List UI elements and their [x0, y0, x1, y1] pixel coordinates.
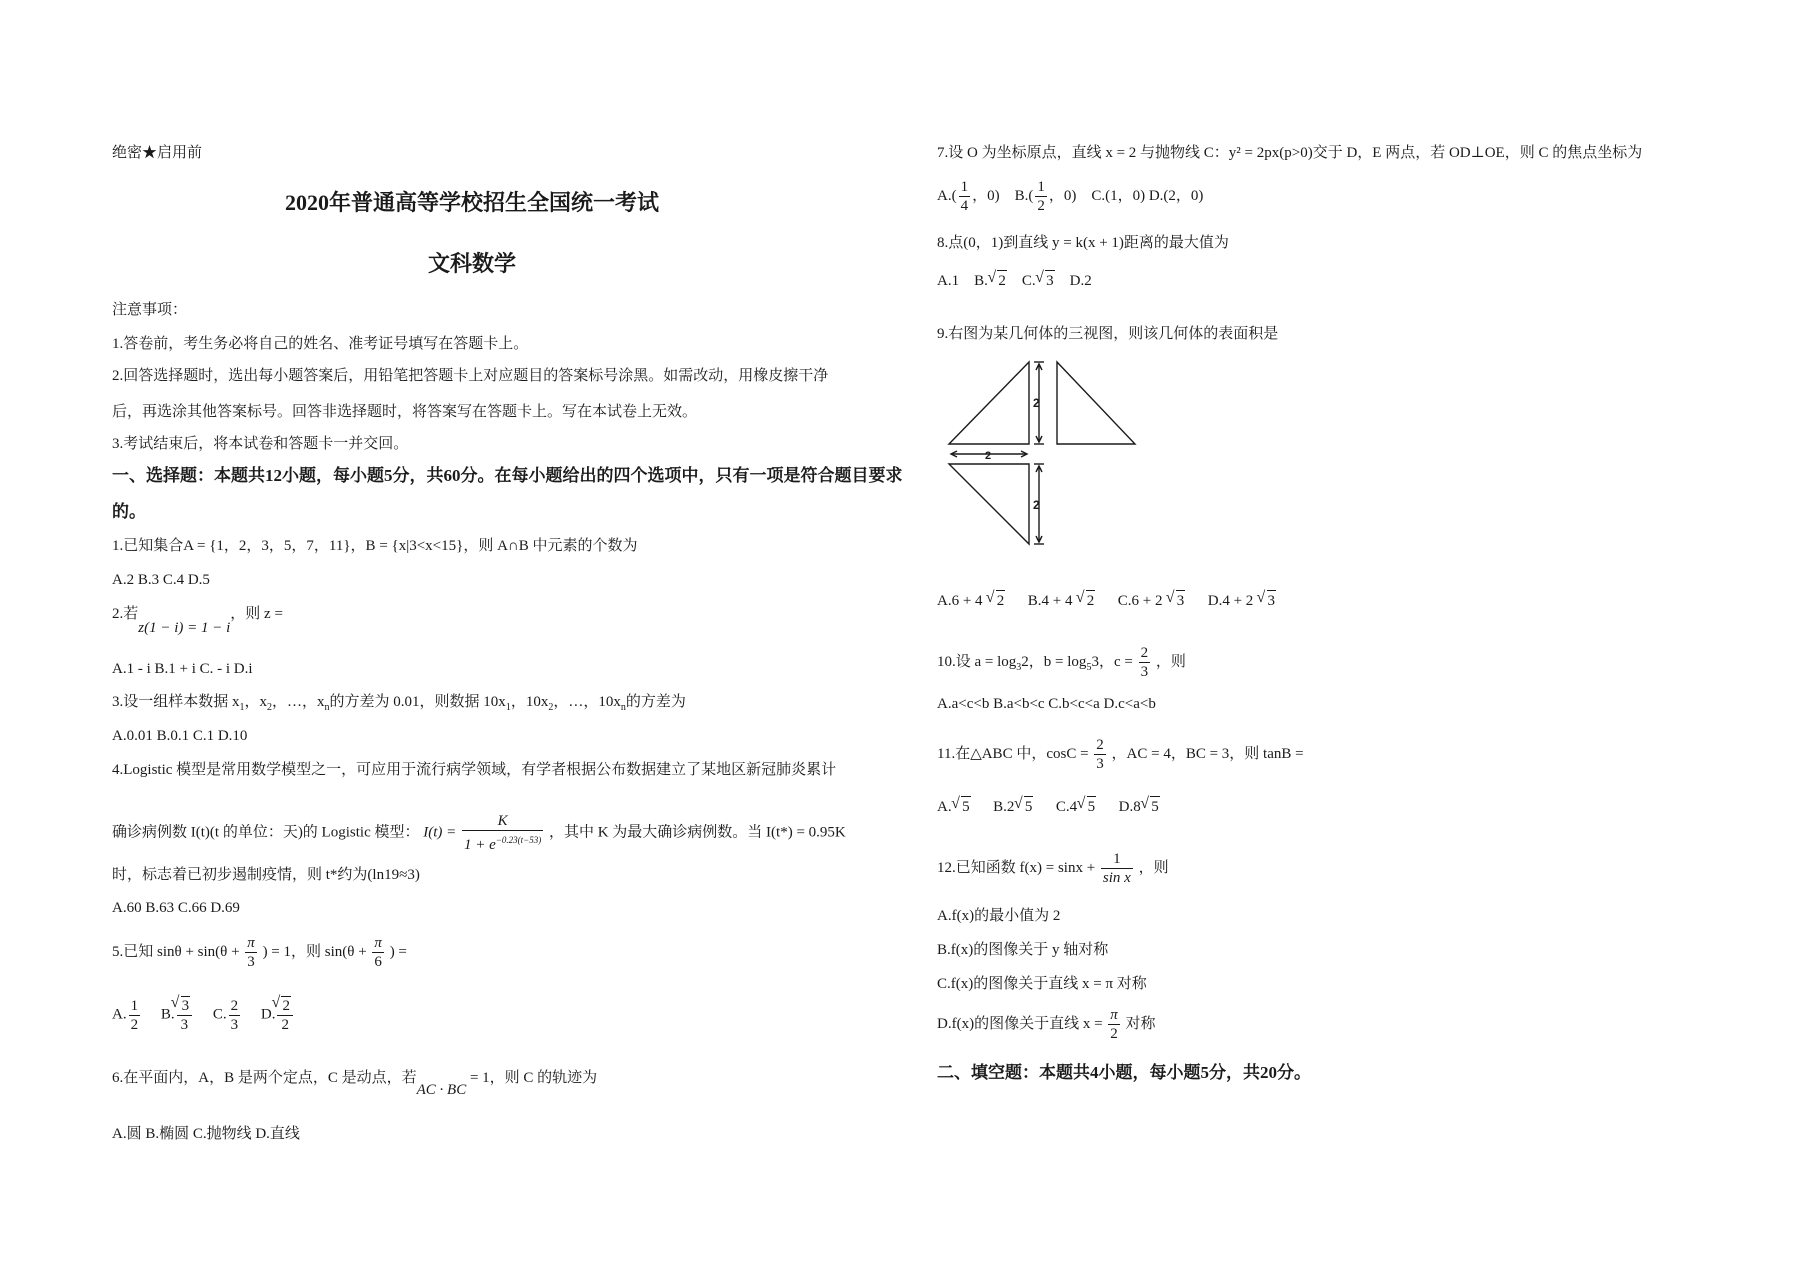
q12-frac-den: sin x — [1102, 870, 1131, 886]
q12-opt-a: A.f(x)的最小值为 2 — [937, 908, 1061, 924]
q12-opt-d — [937, 1006, 1156, 1043]
q4-formula-exp: −0.23(t−53) — [495, 835, 542, 845]
q5-opt-b — [177, 996, 193, 1034]
q10-frac — [1139, 644, 1151, 681]
q7-opt-b-den: 2 — [1037, 198, 1045, 214]
q11-opt-d-rad: √ 5 — [1150, 796, 1160, 817]
q5-mid: ) = 1，则 sin(θ + — [262, 943, 367, 960]
q4-text-a: 确诊病例数 I(t)(t 的单位：天)的 Logistic 模型： — [112, 824, 420, 841]
q6-vector-expr: AC · BC — [416, 1082, 467, 1098]
note-3: 3.考试结束后，将本试卷和答题卡一并交回。 — [112, 436, 409, 452]
q8-stem: 8.点(0，1)到直线 y = k(x + 1)距离的最大值为 — [937, 235, 1229, 251]
confidential-label: 绝密★启用前 — [112, 145, 203, 161]
q5-frac-2-den: 6 — [374, 954, 382, 970]
q5-opt-c-den: 3 — [230, 1016, 239, 1033]
q5-opt-c — [229, 997, 241, 1034]
q3-sub-1: 1 — [239, 702, 245, 713]
q4-line-3: 时，标志着已初步遏制疫情，则 t*约为(ln19≈3) — [112, 867, 420, 883]
section1-heading-1: 一、选择题：本题共12小题，每小题5分，共60分。在每小题给出的四个选项中，只有一项是符合题目要求 — [112, 466, 903, 485]
q9-opt-b-rad: √ 2 — [1086, 590, 1096, 611]
q7-opt-b-frac — [1035, 178, 1047, 215]
q9-opt-c: C.6 + 2 — [1117, 593, 1163, 609]
q12-opt-d-num: π — [1110, 1007, 1118, 1023]
q12-opt-d-post: 对称 — [1125, 1015, 1156, 1032]
q5-opt-d-den: 2 — [281, 1017, 289, 1033]
q11-frac — [1094, 736, 1106, 773]
q3-stem — [112, 692, 686, 718]
q5-opt-b-num: √ 3 — [181, 996, 191, 1015]
q10-frac-num: 2 — [1140, 645, 1149, 661]
q5-frac-1-num: π — [247, 935, 255, 951]
q12-opt-d-pre: D.f(x)的图像关于直线 x = — [937, 1015, 1103, 1032]
q12-post: ，则 — [1138, 859, 1169, 876]
q7-opt-b-pre: B.( — [1014, 187, 1034, 204]
q10-stem — [937, 644, 1186, 681]
q9-three-view-figure — [937, 352, 1177, 572]
q12-stem — [937, 850, 1169, 887]
q4-formula-lhs: I(t) = — [423, 824, 457, 841]
q5-opt-d-label: D. — [260, 1006, 276, 1023]
q3-text-1: 3.设一组样本数据 x — [112, 694, 240, 710]
q7-opt-a-num: 1 — [960, 179, 969, 195]
q10-sub-1: 3 — [1016, 661, 1022, 673]
q4-formula-fraction — [462, 812, 543, 854]
q9-opt-d-rad: √ 3 — [1267, 590, 1277, 611]
q4-formula-num: K — [462, 812, 543, 831]
q8-options — [937, 270, 1092, 291]
q3-sub-n: n — [324, 702, 330, 713]
q2-post: ，则 z = — [230, 606, 283, 622]
q8-opt-b-label: B. — [974, 273, 988, 289]
q7-options — [937, 178, 1203, 215]
q11-opt-d: D.8 — [1118, 799, 1141, 815]
q10-post: ，则 — [1155, 653, 1186, 670]
q11-opt-b-rad: √ 5 — [1024, 796, 1034, 817]
q9-opt-d: D.4 + 2 — [1207, 593, 1254, 609]
q5-opt-b-label: B. — [160, 1006, 175, 1023]
q11-pre: 11.在△ABC 中，cosC = — [937, 745, 1089, 762]
q4-options: A.60 B.63 C.66 D.69 — [112, 900, 240, 916]
q9-options — [937, 590, 1276, 611]
q7-opt-b-post: ，0) — [1048, 187, 1077, 204]
q8-opt-b-rad: √ 2 — [997, 270, 1007, 291]
q10-frac-den: 3 — [1140, 664, 1149, 680]
exam-title: 2020年普通高等学校招生全国统一考试 — [284, 190, 659, 215]
q12-opt-b: B.f(x)的图像关于 y 轴对称 — [937, 942, 1109, 958]
q7-opt-a-pre: A.( — [937, 187, 957, 204]
q9-dim-1: 2 — [1033, 396, 1040, 410]
q5-opt-b-den: 3 — [180, 1017, 189, 1033]
q6-post: = 1，则 C 的轨迹为 — [469, 1070, 598, 1086]
top-view-triangle — [949, 464, 1029, 544]
section2-heading: 二、填空题：本题共4小题，每小题5分，共20分。 — [937, 1063, 1311, 1082]
q7-opt-b-num: 1 — [1037, 179, 1045, 195]
q5-opt-d — [277, 996, 293, 1034]
q9-stem: 9.右图为某几何体的三视图，则该几何体的表面积是 — [937, 326, 1279, 342]
q5-pre: 5.已知 sinθ + sin(θ + — [112, 943, 240, 960]
q3-sub-1b: 1 — [505, 702, 511, 713]
q5-frac-1 — [245, 934, 257, 971]
side-view-triangle — [1057, 362, 1135, 444]
q5-opt-a-num: 1 — [130, 997, 139, 1014]
q3-text-7: 的方差为 — [625, 694, 686, 710]
q5-opt-d-num: √ 2 — [281, 996, 291, 1015]
q6-options: A.圆 B.椭圆 C.抛物线 D.直线 — [112, 1126, 300, 1142]
q9-opt-a-rad: √ 2 — [996, 590, 1006, 611]
q3-text-6: ，…，10x — [553, 694, 621, 710]
q9-opt-b: B.4 + 4 — [1027, 593, 1073, 609]
q8-opt-a: A.1 — [937, 273, 960, 289]
q3-text-5: ，10x — [510, 694, 549, 710]
q5-frac-2-num: π — [374, 935, 382, 951]
q5-post: ) = — [389, 943, 407, 960]
q10-pre: 10.设 a = log — [937, 653, 1017, 670]
note-2a: 2.回答选择题时，选出每小题答案后，用铅笔把答题卡上对应题目的答案标号涂黑。如需改动，用橡皮擦干净 — [112, 368, 829, 384]
q8-opt-c-label: C. — [1021, 273, 1036, 289]
q3-sub-2: 2 — [267, 702, 273, 713]
q11-stem — [937, 736, 1304, 773]
q3-text-3: ，…，x — [272, 694, 325, 710]
q12-pre: 12.已知函数 f(x) = sinx + — [937, 859, 1096, 876]
q9-opt-a: A.6 + 4 — [937, 593, 983, 609]
q11-opt-c-rad: √ 5 — [1087, 796, 1097, 817]
q10-mid-2: 3，c = — [1091, 653, 1133, 670]
q6-pre: 6.在平面内，A，B 是两个定点，C 是动点，若 — [112, 1070, 417, 1086]
q6-stem — [112, 1068, 598, 1098]
q5-opt-a — [129, 997, 141, 1034]
q7-opt-a-post: ，0) — [972, 187, 1000, 204]
q10-sub-2: 5 — [1086, 661, 1092, 673]
q5-opt-a-den: 2 — [130, 1016, 139, 1033]
q3-text-4: 的方差为 0.01，则数据 10x — [329, 694, 506, 710]
front-view-triangle — [949, 362, 1029, 444]
q4-formula-den: 1 + e — [464, 837, 496, 853]
q3-options: A.0.01 B.0.1 C.1 D.10 — [112, 728, 248, 744]
q7-opt-a-den: 4 — [960, 198, 969, 214]
q12-opt-d-frac — [1108, 1006, 1120, 1043]
q4-text-b: ，其中 K 为最大确诊病例数。当 I(t*) = 0.95K — [548, 824, 846, 841]
note-1: 1.答卷前，考生务必将自己的姓名、准考证号填写在答题卡上。 — [112, 336, 529, 352]
q4-line-2 — [112, 812, 846, 854]
q10-mid-1: 2，b = log — [1021, 653, 1087, 670]
q1-options: A.2 B.3 C.4 D.5 — [112, 572, 210, 588]
q11-opt-c: C.4 — [1055, 799, 1078, 815]
q5-options — [112, 996, 295, 1034]
q5-frac-1-den: 3 — [247, 954, 255, 970]
q11-opt-a: A. — [937, 799, 952, 815]
q11-opt-b: B.2 — [993, 799, 1015, 815]
q5-opt-c-num: 2 — [230, 997, 239, 1014]
exam-subtitle: 文科数学 — [427, 251, 516, 276]
q7-opt-cd: C.(1，0) D.(2，0) — [1091, 187, 1204, 204]
q8-opt-d: D.2 — [1069, 273, 1092, 289]
section1-heading-2: 的。 — [112, 502, 146, 521]
q2-equation: z(1 − i) = 1 − i — [138, 620, 231, 636]
q12-opt-c: C.f(x)的图像关于直线 x = π 对称 — [937, 976, 1147, 992]
q11-frac-num: 2 — [1096, 737, 1104, 753]
q12-frac — [1101, 850, 1133, 887]
q1-stem: 1.已知集合A = {1，2，3，5，7，11}，B = {x|3<x<15}，则 A∩B 中元素的个数为 — [112, 538, 638, 554]
q12-frac-num: 1 — [1101, 850, 1133, 869]
notes-heading: 注意事项： — [112, 302, 188, 318]
q11-post: ，AC = 4，BC = 3，则 tanB = — [1111, 745, 1304, 762]
q2-pre: 2.若 — [112, 606, 139, 622]
q11-frac-den: 3 — [1096, 756, 1104, 772]
q11-options — [937, 796, 1160, 817]
q2-options: A.1 - i B.1 + i C. - i D.i — [112, 661, 253, 677]
q12-opt-d-den: 2 — [1110, 1026, 1118, 1042]
q3-sub-nb: n — [620, 702, 626, 713]
q5-opt-c-label: C. — [212, 1006, 227, 1023]
q3-text-2: ，x — [244, 694, 268, 710]
q9-dim-2: 2 — [985, 450, 992, 462]
q2-stem — [112, 604, 283, 636]
q7-stem: 7.设 O 为坐标原点，直线 x = 2 与抛物线 C：y² = 2px(p>0)交于 D，E 两点，若 OD⊥OE，则 C 的焦点坐标为 — [937, 145, 1643, 161]
q5-opt-a-label: A. — [112, 1006, 127, 1023]
q4-line-1: 4.Logistic 模型是常用数学模型之一，可应用于流行病学领域，有学者根据公布数据建立了某地区新冠肺炎累计 — [112, 762, 837, 778]
q5-frac-2 — [372, 934, 384, 971]
q8-opt-c-rad: √ 3 — [1045, 270, 1055, 291]
q9-opt-c-rad: √ 3 — [1176, 590, 1186, 611]
q11-opt-a-rad: √ 5 — [961, 796, 971, 817]
q5-stem — [112, 934, 407, 971]
q10-options: A.a<c<b B.a<b<c C.b<c<a D.c<a<b — [937, 696, 1156, 712]
q7-opt-a-frac — [959, 178, 971, 215]
note-2b: 后，再选涂其他答案标号。回答非选择题时，将答案写在答题卡上。写在本试卷上无效。 — [112, 404, 698, 420]
q3-sub-2b: 2 — [548, 702, 554, 713]
q9-dim-3: 2 — [1033, 498, 1040, 512]
